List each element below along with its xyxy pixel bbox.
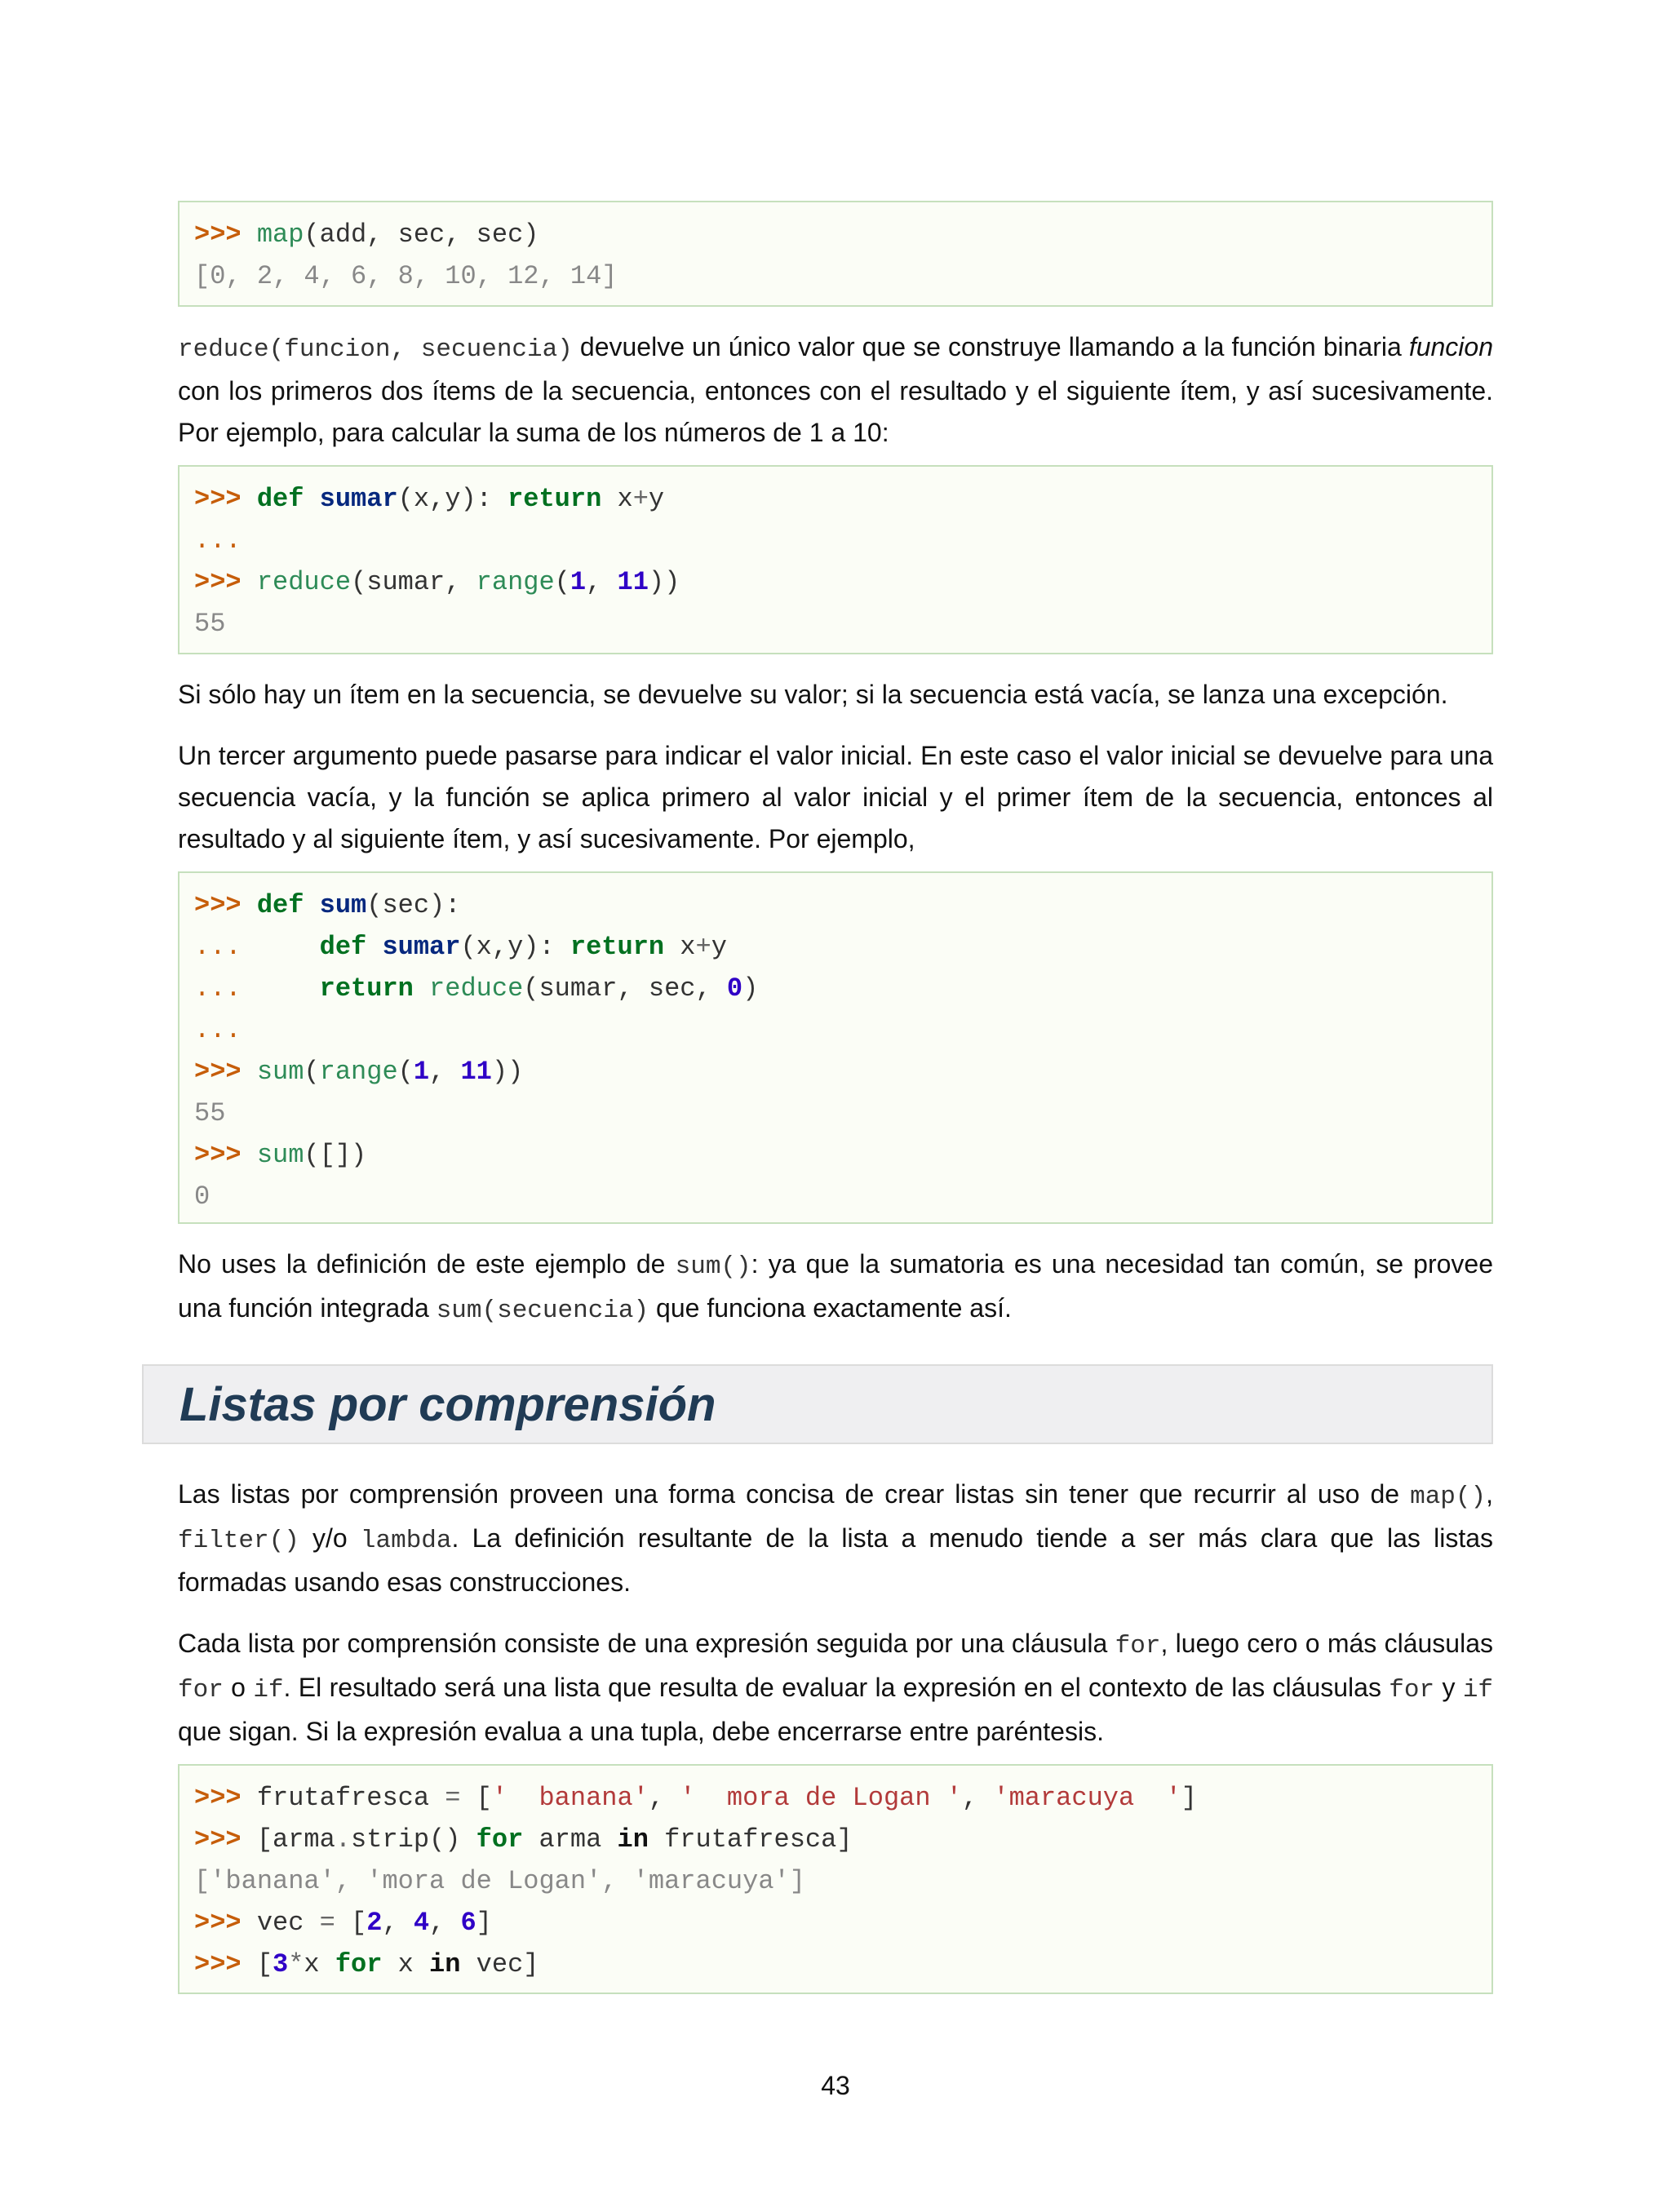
code-token: return (319, 973, 414, 1004)
code-token: range (476, 567, 555, 597)
code-token: >>> (194, 1824, 257, 1855)
code-token: )) (648, 567, 680, 597)
code-token: 0 (726, 973, 743, 1004)
code-line (194, 884, 1477, 926)
code-block-sum (178, 871, 1493, 1224)
code-token: ... (194, 1015, 242, 1045)
code-token: [ (335, 1908, 367, 1938)
code-token: [arma (256, 1824, 335, 1855)
code-line (194, 968, 1477, 1009)
inline-code: for (1389, 1676, 1435, 1704)
page-number: 43 (821, 2071, 850, 2100)
code-token: x (601, 484, 633, 514)
code-token: 6 (460, 1908, 476, 1938)
code-token: 'maracuya ' (993, 1783, 1181, 1813)
code-token: sumar (319, 484, 398, 514)
code-token: 55 (194, 1098, 226, 1128)
code-block-map (178, 201, 1493, 307)
code-token (304, 890, 319, 920)
code-token (304, 484, 319, 514)
code-token: 55 (194, 609, 226, 639)
code-token: 0 (194, 1181, 211, 1212)
code-token: ([]) (304, 1140, 367, 1170)
code-token: 3 (273, 1949, 289, 1979)
code-token: return (570, 932, 665, 962)
code-line (194, 561, 1477, 603)
code-token: def (256, 890, 304, 920)
code-token: sum (256, 1140, 304, 1170)
paragraph-listas: Las listas por comprensión proveen una forma concisa de crear listas sin tener que recurrir al uso de map(), filter() y/o lambda. La definición resultante de la lista a menudo tiende a ser más clara que las listas formadas usando esas construcciones. (178, 1479, 1494, 1597)
code-token: (sumar, (351, 567, 476, 597)
code-token: , (961, 1783, 994, 1813)
paragraph-no-uses: No uses la definición de este ejemplo de sum(): ya que la sumatoria es una necesidad tan común, se provee una función integrada sum(secuencia) que funciona exactamente así. (178, 1249, 1494, 1325)
code-token: map (256, 219, 304, 250)
code-token: def (256, 484, 304, 514)
code-token: strip() (351, 1824, 476, 1855)
italic-term: funcion (1408, 332, 1493, 361)
code-token: >>> (194, 219, 257, 250)
code-token: (x,y): (460, 932, 570, 962)
code-token: arma (523, 1824, 618, 1855)
code-token: frutafresca] (648, 1824, 853, 1855)
inline-code: filter() (178, 1527, 299, 1555)
code-token: sum (256, 1057, 304, 1087)
code-token: >>> (194, 1783, 257, 1813)
code-token (414, 973, 429, 1004)
code-line (194, 1134, 1477, 1176)
code-token: >>> (194, 890, 257, 920)
code-token: y (648, 484, 665, 514)
inline-code: sum() (675, 1252, 751, 1281)
code-line (194, 214, 1477, 255)
code-token: 11 (460, 1057, 492, 1087)
code-token: vec (256, 1908, 320, 1938)
inline-code: reduce(funcion, secuencia) (178, 335, 573, 364)
code-token: >>> (194, 567, 257, 597)
code-token: >>> (194, 1949, 257, 1979)
code-token: >>> (194, 1140, 257, 1170)
code-token: , (586, 567, 618, 597)
code-token (366, 932, 382, 962)
code-token: (x,y): (397, 484, 508, 514)
code-token: sum (319, 890, 367, 920)
code-line (194, 1777, 1477, 1819)
code-line (194, 1902, 1477, 1944)
code-token: , (648, 1783, 680, 1813)
code-token: for (476, 1824, 524, 1855)
code-line (194, 926, 1477, 968)
paragraph-cada-lista: Cada lista por comprensión consiste de una expresión seguida por una cláusula for, luego cero o más cláusulas for o if. El resultado será una lista que resulta de evaluar la expresión en el contexto de las cláusulas for y if que sigan. Si la expresión evalua a una tupla, debe encerrarse entre paréntesis. (178, 1629, 1494, 1746)
code-line (194, 520, 1477, 561)
section-title: Listas por comprensión (180, 1377, 716, 1431)
code-line (194, 1009, 1477, 1051)
inline-code: for (178, 1676, 224, 1704)
paragraph-reduce: reduce(funcion, secuencia) devuelve un único valor que se construye llamando a la función binaria funcion con los primeros dos ítems de la secuencia, entonces con el resultado y el siguiente ítem, y así sucesivamente. Por ejemplo, para calcular la suma de los números de 1 a 10: (178, 332, 1493, 447)
code-token: ] (1181, 1783, 1197, 1813)
code-token: ( (304, 1057, 320, 1087)
code-line (194, 478, 1477, 520)
page-content (178, 201, 1493, 1994)
code-token: + (695, 932, 711, 962)
inline-code: sum(secuencia) (436, 1297, 649, 1325)
code-token: in (617, 1824, 649, 1855)
code-token: ' mora de Logan ' (680, 1783, 962, 1813)
code-token: sumar (382, 932, 461, 962)
code-token: in (429, 1949, 461, 1979)
code-line (194, 1944, 1477, 1985)
code-line (194, 1051, 1477, 1093)
code-token: ... (194, 525, 242, 556)
code-token: vec] (460, 1949, 539, 1979)
code-line (194, 255, 1477, 297)
code-line (194, 1819, 1477, 1860)
inline-code: if (1462, 1676, 1494, 1704)
code-token: [ (256, 1949, 273, 1979)
code-token: )) (491, 1057, 524, 1087)
code-token: (sec): (366, 890, 461, 920)
code-token: , (429, 1908, 461, 1938)
code-token: for (335, 1949, 383, 1979)
code-token: ' banana' (491, 1783, 649, 1813)
code-token: range (319, 1057, 398, 1087)
code-token: frutafresca (256, 1783, 445, 1813)
code-token: 1 (570, 567, 587, 597)
code-token: x (664, 932, 696, 962)
code-line (194, 1176, 1477, 1217)
paragraph-single-item: Si sólo hay un ítem en la secuencia, se devuelve su valor; si la secuencia está vacía, se lanza una excepción. (178, 680, 1448, 709)
section-heading-box (142, 1364, 1493, 1444)
code-token: ... (194, 973, 320, 1004)
inline-code: lambda (360, 1527, 452, 1555)
code-block-comprehension (178, 1764, 1493, 1994)
code-token: 11 (617, 567, 649, 597)
code-token: >>> (194, 484, 257, 514)
paragraph-third-argument: Un tercer argumento puede pasarse para indicar el valor inicial. En este caso el valor inicial se devuelve para una secuencia vacía, y la función se aplica primero al valor inicial y el primer ítem de la secuencia, entonces al resultado y al siguiente ítem, y así sucesivamente. Por ejemplo, (178, 741, 1493, 853)
code-token: >>> (194, 1057, 257, 1087)
inline-code: for (1115, 1632, 1161, 1660)
code-token: 4 (413, 1908, 430, 1938)
code-token: reduce (429, 973, 524, 1004)
code-token: + (632, 484, 649, 514)
code-token: 2 (366, 1908, 383, 1938)
code-line (194, 603, 1477, 645)
code-token: >>> (194, 1908, 257, 1938)
inline-code: map() (1410, 1483, 1487, 1511)
code-block-reduce (178, 465, 1493, 654)
code-token: ] (476, 1908, 492, 1938)
code-token: , (382, 1908, 414, 1938)
code-token: ... (194, 932, 320, 962)
code-token: . (335, 1824, 352, 1855)
code-token: * (288, 1949, 304, 1979)
code-token: = (445, 1783, 461, 1813)
inline-code: if (253, 1676, 284, 1704)
code-token: x (304, 1949, 335, 1979)
code-token: ( (397, 1057, 414, 1087)
code-token: 1 (413, 1057, 430, 1087)
code-token: x (382, 1949, 430, 1979)
code-line (194, 1093, 1477, 1134)
code-token: ['banana', 'mora de Logan', 'maracuya'] (194, 1866, 805, 1896)
code-token: (sumar, sec, (523, 973, 727, 1004)
code-token: ( (554, 567, 570, 597)
code-token: y (711, 932, 727, 962)
code-token: reduce (256, 567, 352, 597)
code-token: def (319, 932, 367, 962)
code-token: [0, 2, 4, 6, 8, 10, 12, 14] (194, 261, 618, 291)
code-token: return (508, 484, 602, 514)
code-token: [ (460, 1783, 492, 1813)
code-token: , (429, 1057, 461, 1087)
code-token: ) (742, 973, 759, 1004)
code-token: (add, sec, sec) (304, 219, 539, 250)
code-token: = (319, 1908, 335, 1938)
code-line (194, 1860, 1477, 1902)
